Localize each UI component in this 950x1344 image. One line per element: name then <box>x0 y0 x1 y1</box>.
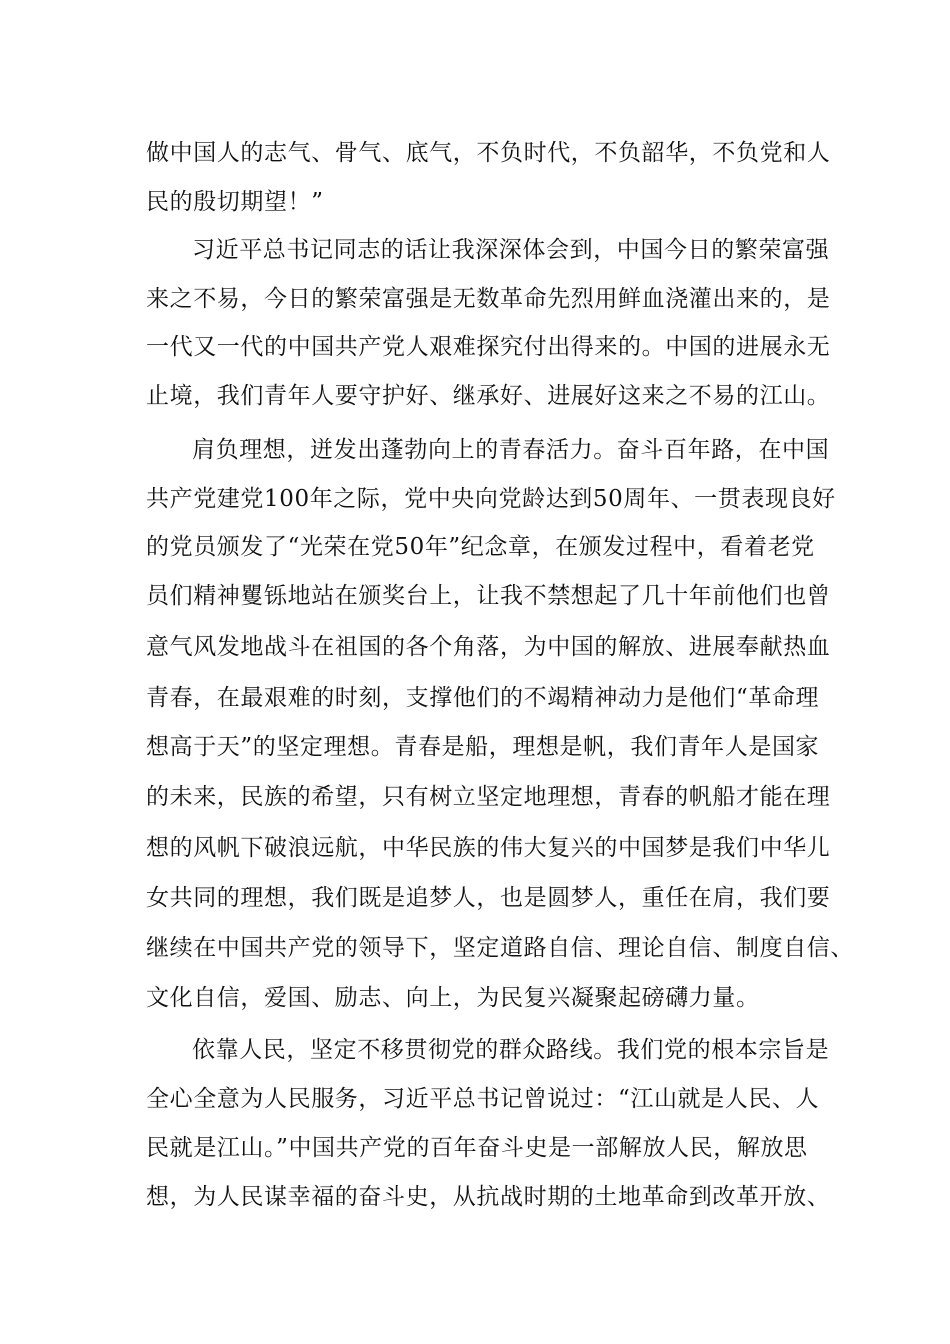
text-line: 青春，在最艰难的时刻，支撑他们的不竭精神动力是他们“革命理 <box>146 685 820 711</box>
text-line: 想的风帆下破浪远航，中华民族的伟大复兴的中国梦是我们中华儿 <box>146 835 831 861</box>
text-line: 止境，我们青年人要守护好、继承好、进展好这来之不易的江山。 <box>146 383 831 409</box>
text-line: 来之不易，今日的繁荣富强是无数革命先烈用鲜血浇灌出来的，是 <box>146 286 831 312</box>
text-line: 想，为人民谋幸福的奋斗史，从抗战时期的土地革命到改革开放、 <box>146 1184 831 1210</box>
paragraph-first-line: 依靠人民，坚定不移贯彻党的群众路线。我们党的根本宗旨是 <box>192 1037 830 1063</box>
paragraph-first-line: 肩负理想，迸发出蓬勃向上的青春活力。奋斗百年路，在中国 <box>192 437 830 463</box>
text-line: 做中国人的志气、骨气、底气，不负时代，不负韶华，不负党和人 <box>146 140 831 166</box>
text-line: 的未来，民族的希望，只有树立坚定地理想，青春的帆船才能在理 <box>146 784 831 810</box>
text-line: 员们精神矍铄地站在颁奖台上，让我不禁想起了几十年前他们也曾 <box>146 583 831 609</box>
text-line: 的党员颁发了“光荣在党50年”纪念章，在颁发过程中，看着老党 <box>146 534 815 560</box>
text-line: 一代又一代的中国共产党人艰难探究付出得来的。中国的进展永无 <box>146 334 831 360</box>
text-line: 女共同的理想，我们既是追梦人，也是圆梦人，重任在肩，我们要 <box>146 885 831 911</box>
text-line: 文化自信，爱国、励志、向上，为民复兴凝聚起磅礴力量。 <box>146 985 760 1011</box>
text-line: 想高于天”的坚定理想。青春是船，理想是帆，我们青年人是国家 <box>146 734 820 760</box>
text-line: 全心全意为人民服务，习近平总书记曾说过：“江山就是人民、人 <box>146 1086 820 1112</box>
text-line: 民的殷切期望！” <box>146 189 324 215</box>
text-line: 民就是江山。”中国共产党的百年奋斗史是一部解放人民，解放思 <box>146 1135 808 1161</box>
text-line: 继续在中国共产党的领导下，坚定道路自信、理论自信、制度自信、 <box>146 935 854 961</box>
paragraph-first-line: 习近平总书记同志的话让我深深体会到，中国今日的繁荣富强 <box>192 237 830 263</box>
text-line: 意气风发地战斗在祖国的各个角落，为中国的解放、进展奉献热血 <box>146 634 831 660</box>
text-line: 共产党建党100年之际，党中央向党龄达到50周年、一贯表现良好 <box>146 486 836 512</box>
